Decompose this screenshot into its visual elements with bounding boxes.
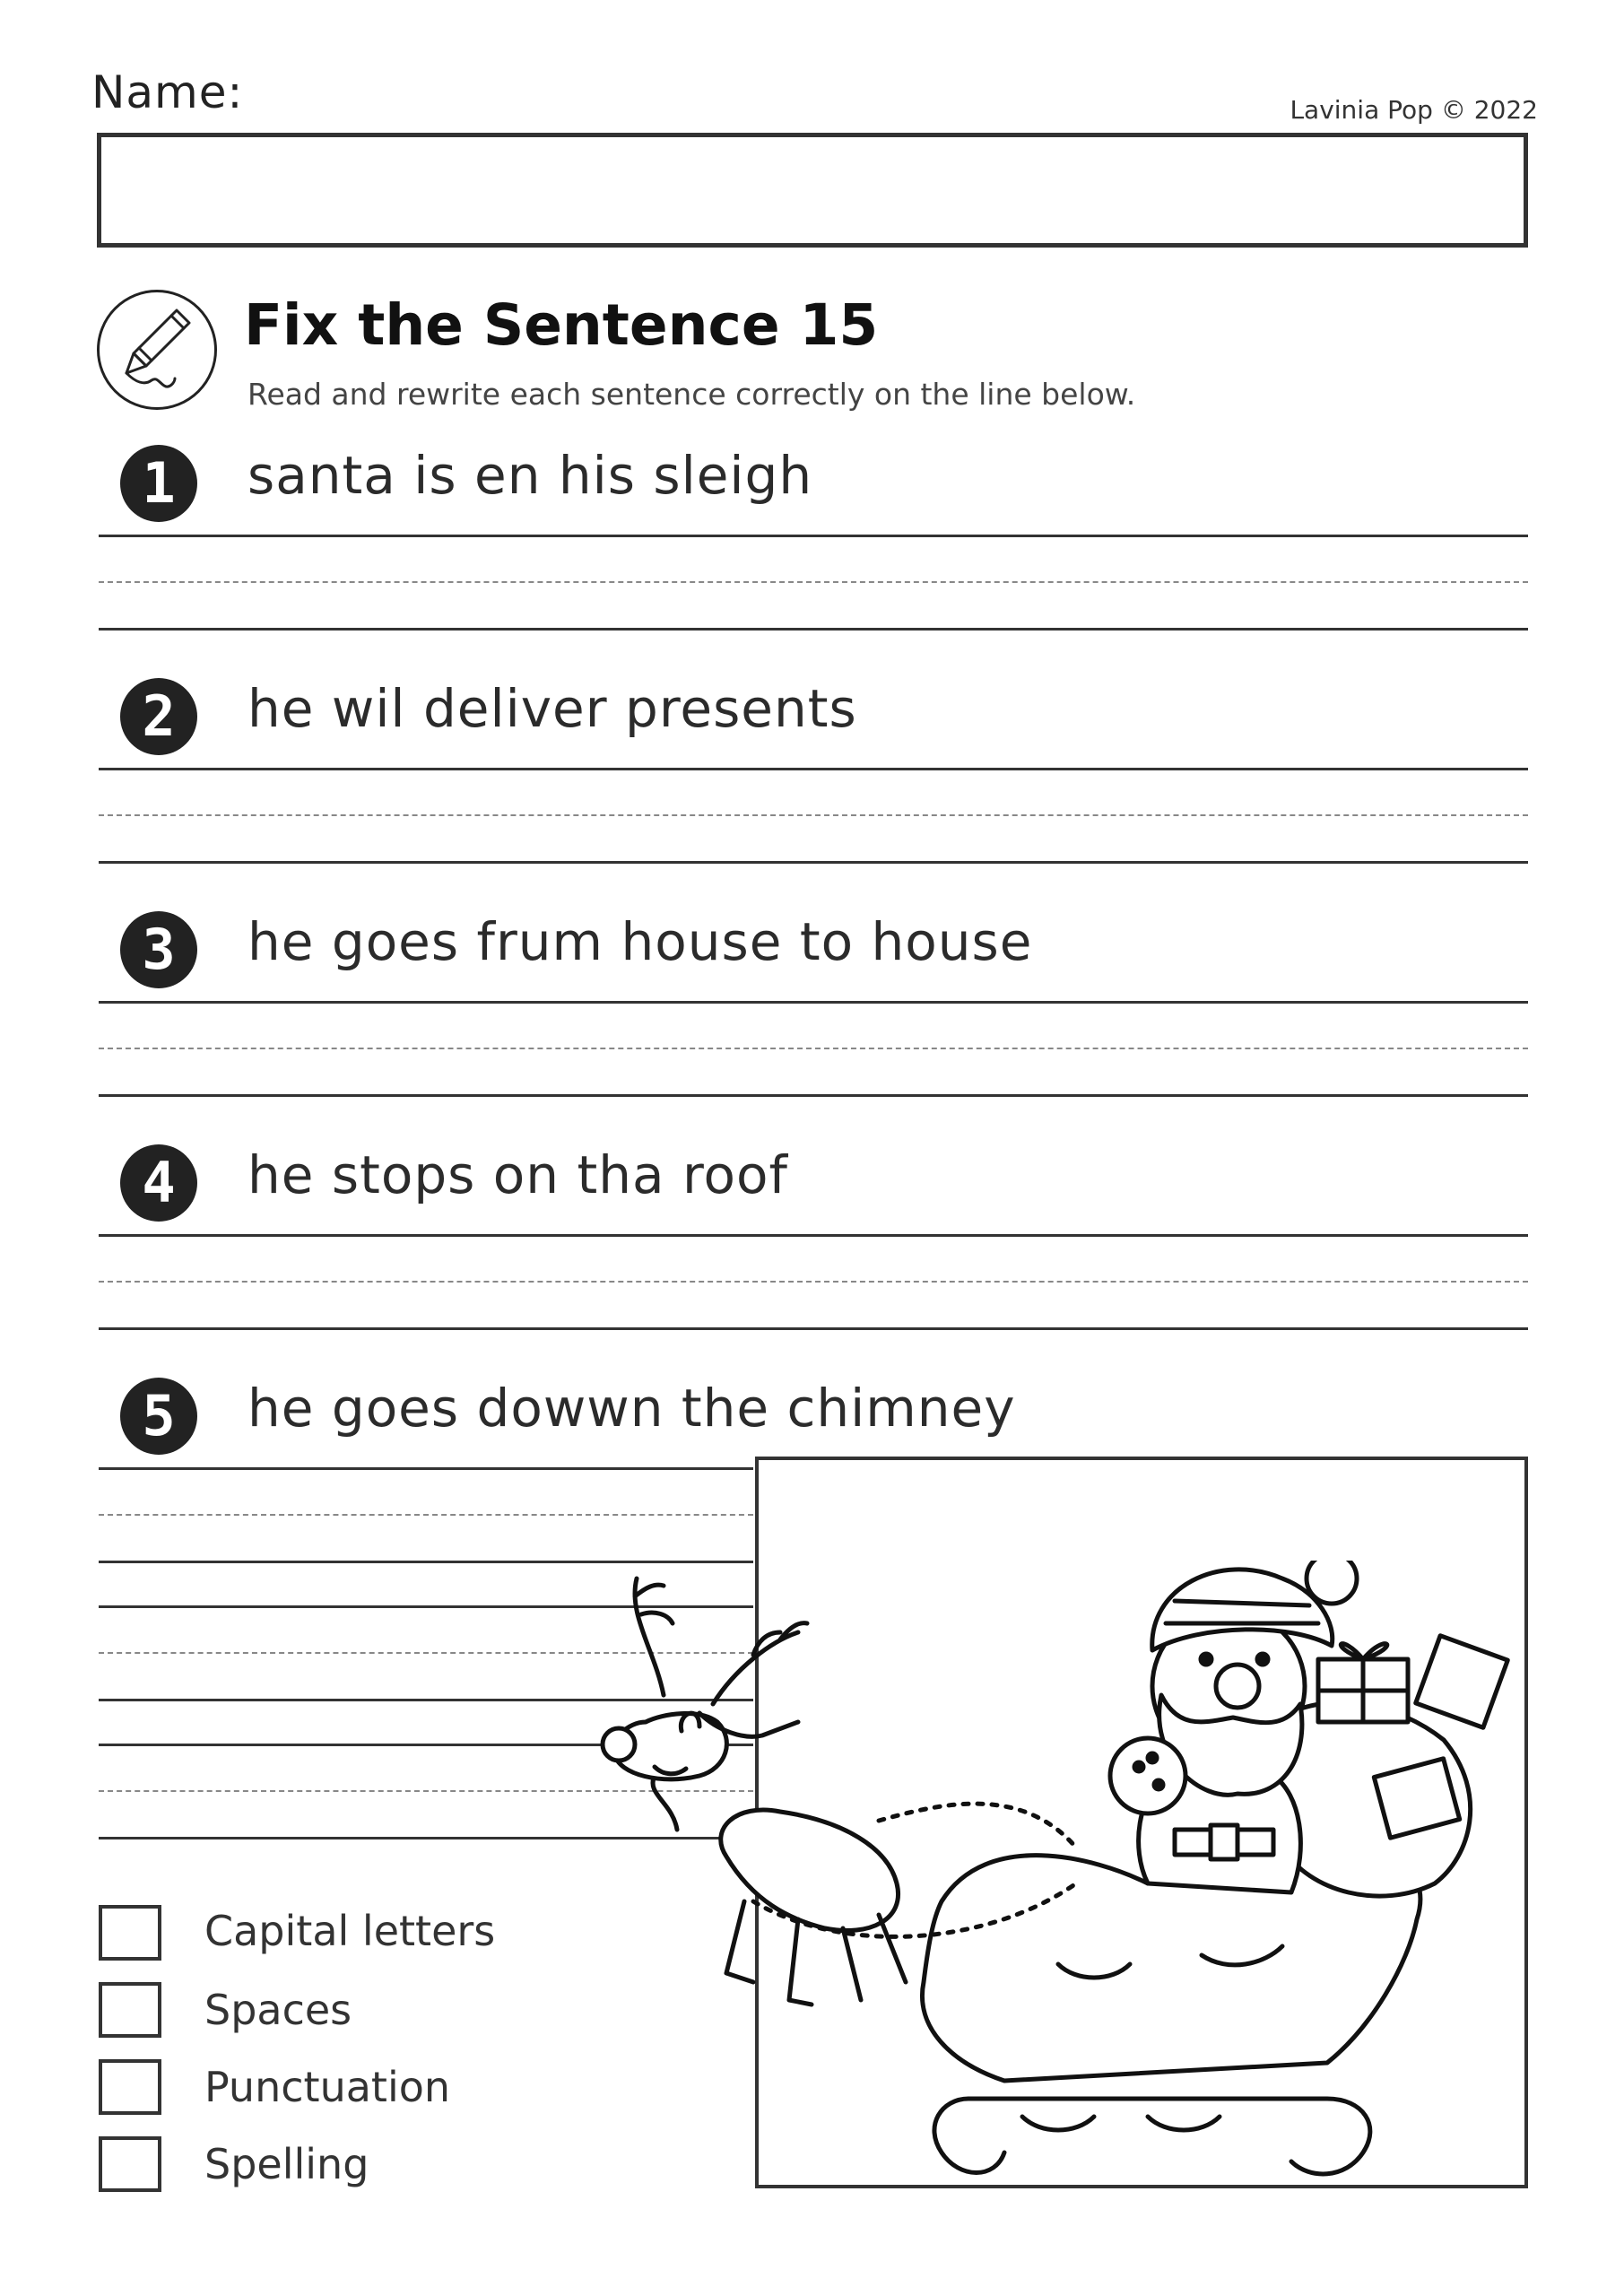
writing-line-base — [99, 1327, 1528, 1330]
checklist-label: Spelling — [204, 2140, 369, 2188]
copyright-text: Lavinia Pop © 2022 — [1290, 95, 1538, 125]
pencil-icon — [97, 290, 217, 410]
writing-line-base — [99, 1094, 1528, 1097]
worksheet-title: Fix the Sentence 15 — [244, 292, 879, 358]
checklist-label: Capital letters — [204, 1907, 496, 1955]
writing-line-mid[interactable] — [99, 1048, 1528, 1049]
sentence-text: he wil deliver presents — [248, 678, 857, 739]
writing-line-top — [99, 768, 1528, 770]
writing-line-top — [99, 1467, 753, 1470]
writing-line-top — [99, 1001, 1528, 1004]
writing-line-top — [99, 1234, 1528, 1237]
checkbox-spaces[interactable] — [99, 1982, 161, 2038]
checklist-label: Punctuation — [204, 2063, 451, 2111]
sentence-text: he stops on tha roof — [248, 1144, 788, 1205]
name-label: Name: — [91, 66, 244, 118]
sentence-text: he goes dowwn the chimney — [248, 1378, 1016, 1439]
name-input-box[interactable] — [97, 133, 1528, 248]
checkbox-spelling[interactable] — [99, 2136, 161, 2192]
santa-sleigh-reindeer-illustration — [520, 1561, 1578, 2242]
checkbox-punctuation[interactable] — [99, 2059, 161, 2115]
sentence-number-badge: 4 — [120, 1144, 197, 1222]
worksheet-instructions: Read and rewrite each sentence correctly on the line below. — [248, 377, 1136, 412]
sentence-number-badge: 1 — [120, 445, 197, 522]
writing-line-mid[interactable] — [99, 581, 1528, 583]
writing-line-mid[interactable] — [99, 1514, 753, 1516]
writing-line-base — [99, 628, 1528, 631]
writing-line-mid[interactable] — [99, 1281, 1528, 1283]
writing-line-top — [99, 535, 1528, 537]
writing-line-mid[interactable] — [99, 814, 1528, 816]
checkbox-capital-letters[interactable] — [99, 1905, 161, 1961]
sentence-text: he goes frum house to house — [248, 911, 1033, 972]
sentence-number-badge: 2 — [120, 678, 197, 755]
sentence-text: santa is en his sleigh — [248, 445, 813, 506]
checklist-label: Spaces — [204, 1986, 352, 2034]
sentence-number-badge: 3 — [120, 911, 197, 988]
writing-line-base — [99, 861, 1528, 864]
sentence-number-badge: 5 — [120, 1378, 197, 1455]
